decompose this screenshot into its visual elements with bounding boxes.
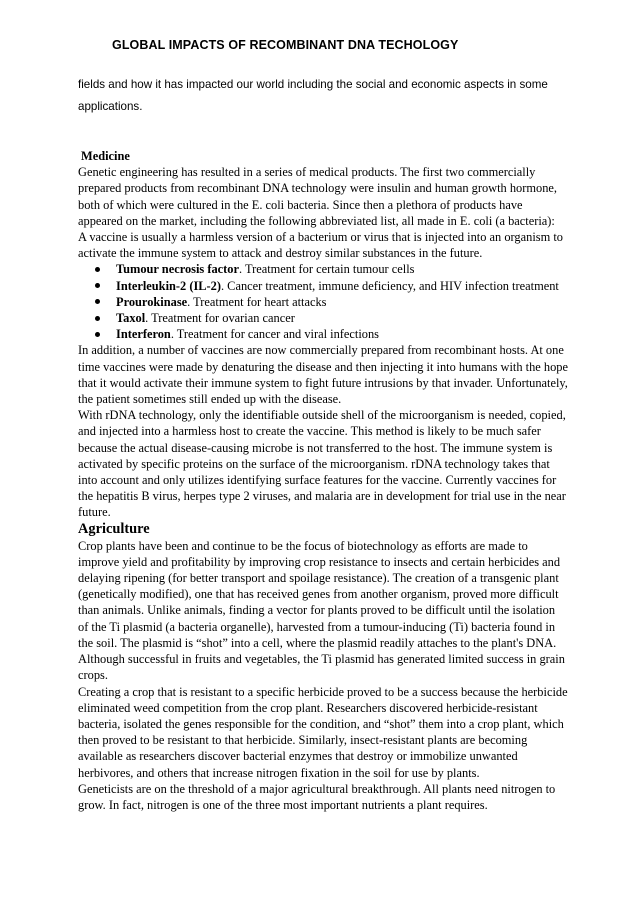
medicine-paragraph-2: A vaccine is usually a harmless version of a bacterium or virus that is injected into an organism to activate the immune system to attack and destroy similar substances in the future. <box>78 230 563 261</box>
product-description: . Cancer treatment, immune deficiency, and HIV infection treatment <box>220 278 559 293</box>
medicine-paragraph-4: With rDNA technology, only the identifiable outside shell of the microorganism is needed, copied, and injected into a harmless host to create the vaccine. This method is likely to be much safer because the actual disease-causing microbe is not transferred to the host. The immune system is activated by specific proteins on the surface of the microorganism. rDNA technology takes that into account and only utilizes identifying surface features for the vaccine. Currently vaccines for the hepatitis B virus, herpes type 2 viruses, and malaria are in development for trial use in the near future. <box>78 408 566 520</box>
product-name: Interleukin-2 (IL-2) <box>116 278 221 293</box>
agriculture-paragraph-1: Crop plants have been and continue to be the focus of biotechnology as efforts are made to improve yield and profitability by improving crop resistance to insects and certain herbicides and delaying ripening (for better transport and spoilage resistance). The creation of a transgenic plant (genetically modified), one that has received genes from another organism, proved more difficult than animals. Unlike animals, finding a vector for plants proved to be difficult until the isolation of the Ti plasmid (a bacteria organelle), harvested from a tumour-inducing (Ti) bacteria found in the soil. The plasmid is “shot” into a cell, where the plasmid readily attaches to the plant's DNA. Although successful in fruits and vegetables, the Ti plasmid has generated limited success in grain crops. <box>78 538 565 683</box>
list-item <box>78 326 568 342</box>
medicine-paragraph-3: In addition, a number of vaccines are now commercially prepared from recombinant hosts. At one time vaccines were made by denaturing the disease and then injecting it into humans with the hope that it would activate their immune system to fight future intrusions by that invader. Unfortunately, the patient sometimes still ended up with the disease. <box>78 343 568 407</box>
bullet-icon <box>95 299 100 304</box>
agriculture-paragraph-2: Creating a crop that is resistant to a specific herbicide proved to be a success because the herbicide eliminated weed competition from the crop plant. Researchers discovered herbicide-resistant bacteria, isolated the genes responsible for the condition, and “shot” them into a crop plant, which then proved to be resistant to that herbicide. Similarly, insect-resistant plants are becoming available as researchers discover bacterial enzymes that destroy or immobilize unwanted herbivores, and others that increase nitrogen fixation in the soil for use by plants. <box>78 684 568 780</box>
bullet-icon <box>95 267 100 272</box>
product-name: Taxol <box>116 311 146 326</box>
intro-paragraph: fields and how it has impacted our world including the social and economic aspects in some applications. <box>78 78 548 113</box>
bullet-icon <box>95 283 100 288</box>
agriculture-paragraph-3: Geneticists are on the threshold of a major agricultural breakthrough. All plants need nitrogen to grow. In fact, nitrogen is one of the three most important nutrients a plant requires. <box>78 781 556 812</box>
list-item <box>78 310 568 326</box>
product-name: Tumour necrosis factor <box>116 262 239 277</box>
product-description: . Treatment for cancer and viral infections <box>170 327 379 342</box>
list-item <box>78 261 568 277</box>
medicine-paragraph-1: Genetic engineering has resulted in a series of medical products. The first two commercially prepared products from recombinant DNA technology were insulin and human growth hormone, both of which were cultured in the E. coli bacteria. Since then a plethora of products have appeared on the market, including the following abbreviated list, all made in E. coli (a bacteria): <box>78 165 557 228</box>
product-name: Prourokinase <box>116 294 188 309</box>
medical-products-list <box>78 261 568 342</box>
list-item <box>78 278 568 294</box>
bullet-icon <box>95 332 100 337</box>
medicine-heading: Medicine <box>81 149 130 163</box>
agriculture-heading: Agriculture <box>78 520 150 537</box>
bullet-icon <box>95 316 100 321</box>
product-description: . Treatment for ovarian cancer <box>145 311 295 326</box>
page-header-title: GLOBAL IMPACTS OF RECOMBINANT DNA TECHOLOGY <box>112 38 459 52</box>
product-name: Interferon <box>116 327 171 342</box>
product-description: . Treatment for heart attacks <box>187 294 327 309</box>
document-body <box>78 148 568 813</box>
product-description: . Treatment for certain tumour cells <box>239 262 415 277</box>
list-item <box>78 294 568 310</box>
